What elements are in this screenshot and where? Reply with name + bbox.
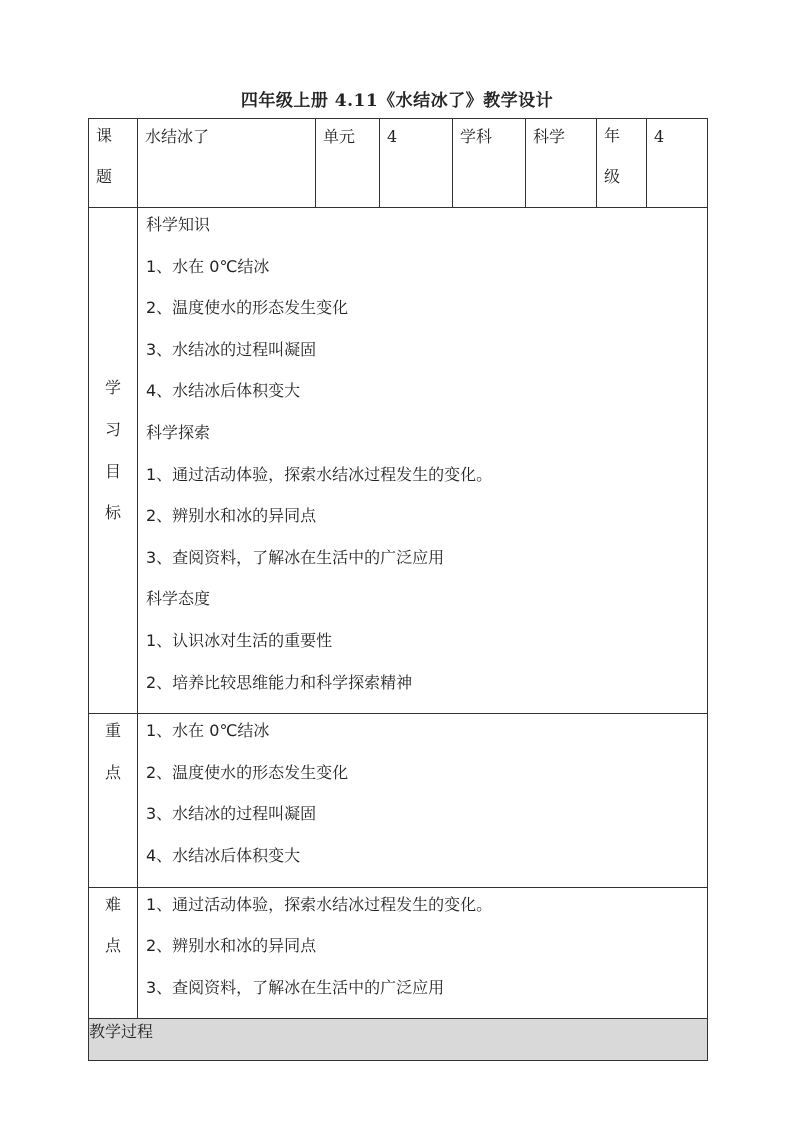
- unit-value: 4: [387, 127, 398, 146]
- key-points-content-cell: [138, 714, 708, 887]
- objectives-line: 科学知识: [146, 215, 211, 234]
- objectives-content-cell: [138, 208, 708, 714]
- objectives-line: 1、通过活动体验，探索水结冰过程发生的变化。: [146, 464, 493, 484]
- topic-label-char-1: 课: [96, 126, 113, 145]
- key-points-line: 1、水在 0℃结冰: [146, 721, 270, 741]
- grade-label-char-2: 级: [604, 167, 621, 186]
- objectives-line: 2、培养比较思维能力和科学探索精神: [146, 672, 413, 692]
- objectives-line: 3、水结冰的过程叫凝固: [146, 339, 317, 359]
- objectives-row: [89, 208, 708, 714]
- objectives-line: 科学态度: [146, 589, 211, 609]
- objectives-label-char: 习: [104, 419, 121, 439]
- subject-label-cell: [453, 119, 526, 208]
- grade-label-char-1: 年: [604, 126, 621, 145]
- unit-label-cell: [316, 119, 380, 208]
- unit-label: 单元: [323, 127, 356, 146]
- objectives-line: 3、查阅资料，了解冰在生活中的广泛应用: [146, 547, 445, 567]
- objectives-label: [89, 377, 137, 543]
- header-row: [89, 119, 708, 208]
- key-points-row: [89, 714, 708, 887]
- objectives-label-char: 标: [104, 503, 121, 523]
- grade-label-cell: [597, 119, 647, 208]
- subject-label: 学科: [460, 127, 493, 146]
- key-points-label-char: 点: [104, 762, 121, 782]
- difficulties-content-cell: [138, 887, 708, 1019]
- objectives-label-char: 目: [104, 461, 121, 481]
- objectives-label-cell: [89, 208, 138, 714]
- difficulties-label-cell: [89, 887, 138, 1019]
- key-points-line: 3、水结冰的过程叫凝固: [146, 804, 317, 824]
- grade-value: 4: [654, 127, 665, 146]
- difficulties-label-char: 点: [104, 936, 121, 956]
- objectives-line: 1、认识冰对生活的重要性: [146, 630, 333, 650]
- topic-value: 水结冰了: [145, 127, 210, 146]
- objectives-line: 1、水在 0℃结冰: [146, 256, 270, 276]
- objectives-line: 2、辨别水和冰的异同点: [146, 506, 317, 526]
- key-points-line: 2、温度使水的形态发生变化: [146, 762, 349, 782]
- difficulties-line: 2、辨别水和冰的异同点: [146, 936, 317, 956]
- objectives-line: 科学探索: [146, 422, 211, 442]
- difficulties-row: [89, 887, 708, 1019]
- key-points-label-cell: [89, 714, 138, 887]
- document-title: 四年级上册 4.11《水结冰了》教学设计: [240, 91, 554, 111]
- difficulties-line: 3、查阅资料，了解冰在生活中的广泛应用: [146, 977, 445, 997]
- objectives-line: 4、水结冰后体积变大: [146, 381, 301, 401]
- objectives-label-char: 学: [104, 378, 121, 398]
- difficulties-label: [89, 888, 137, 977]
- topic-label-cell: [89, 119, 138, 208]
- subject-value-cell: [526, 119, 597, 208]
- objectives-line: 2、温度使水的形态发生变化: [146, 298, 349, 318]
- lesson-plan-table: [88, 118, 708, 1061]
- topic-value-cell: [138, 119, 316, 208]
- unit-value-cell: [380, 119, 453, 208]
- key-points-line: 4、水结冰后体积变大: [146, 845, 301, 865]
- key-points-label-char: 重: [104, 721, 121, 741]
- topic-label-char-2: 题: [96, 167, 113, 186]
- process-label: 教学过程: [89, 1019, 708, 1061]
- process-row: [89, 1019, 708, 1061]
- grade-value-cell: [647, 119, 708, 208]
- difficulties-label-char: 难: [104, 894, 121, 914]
- key-points-label: [89, 714, 137, 803]
- subject-value: 科学: [533, 127, 566, 146]
- difficulties-line: 1、通过活动体验，探索水结冰过程发生的变化。: [146, 894, 493, 914]
